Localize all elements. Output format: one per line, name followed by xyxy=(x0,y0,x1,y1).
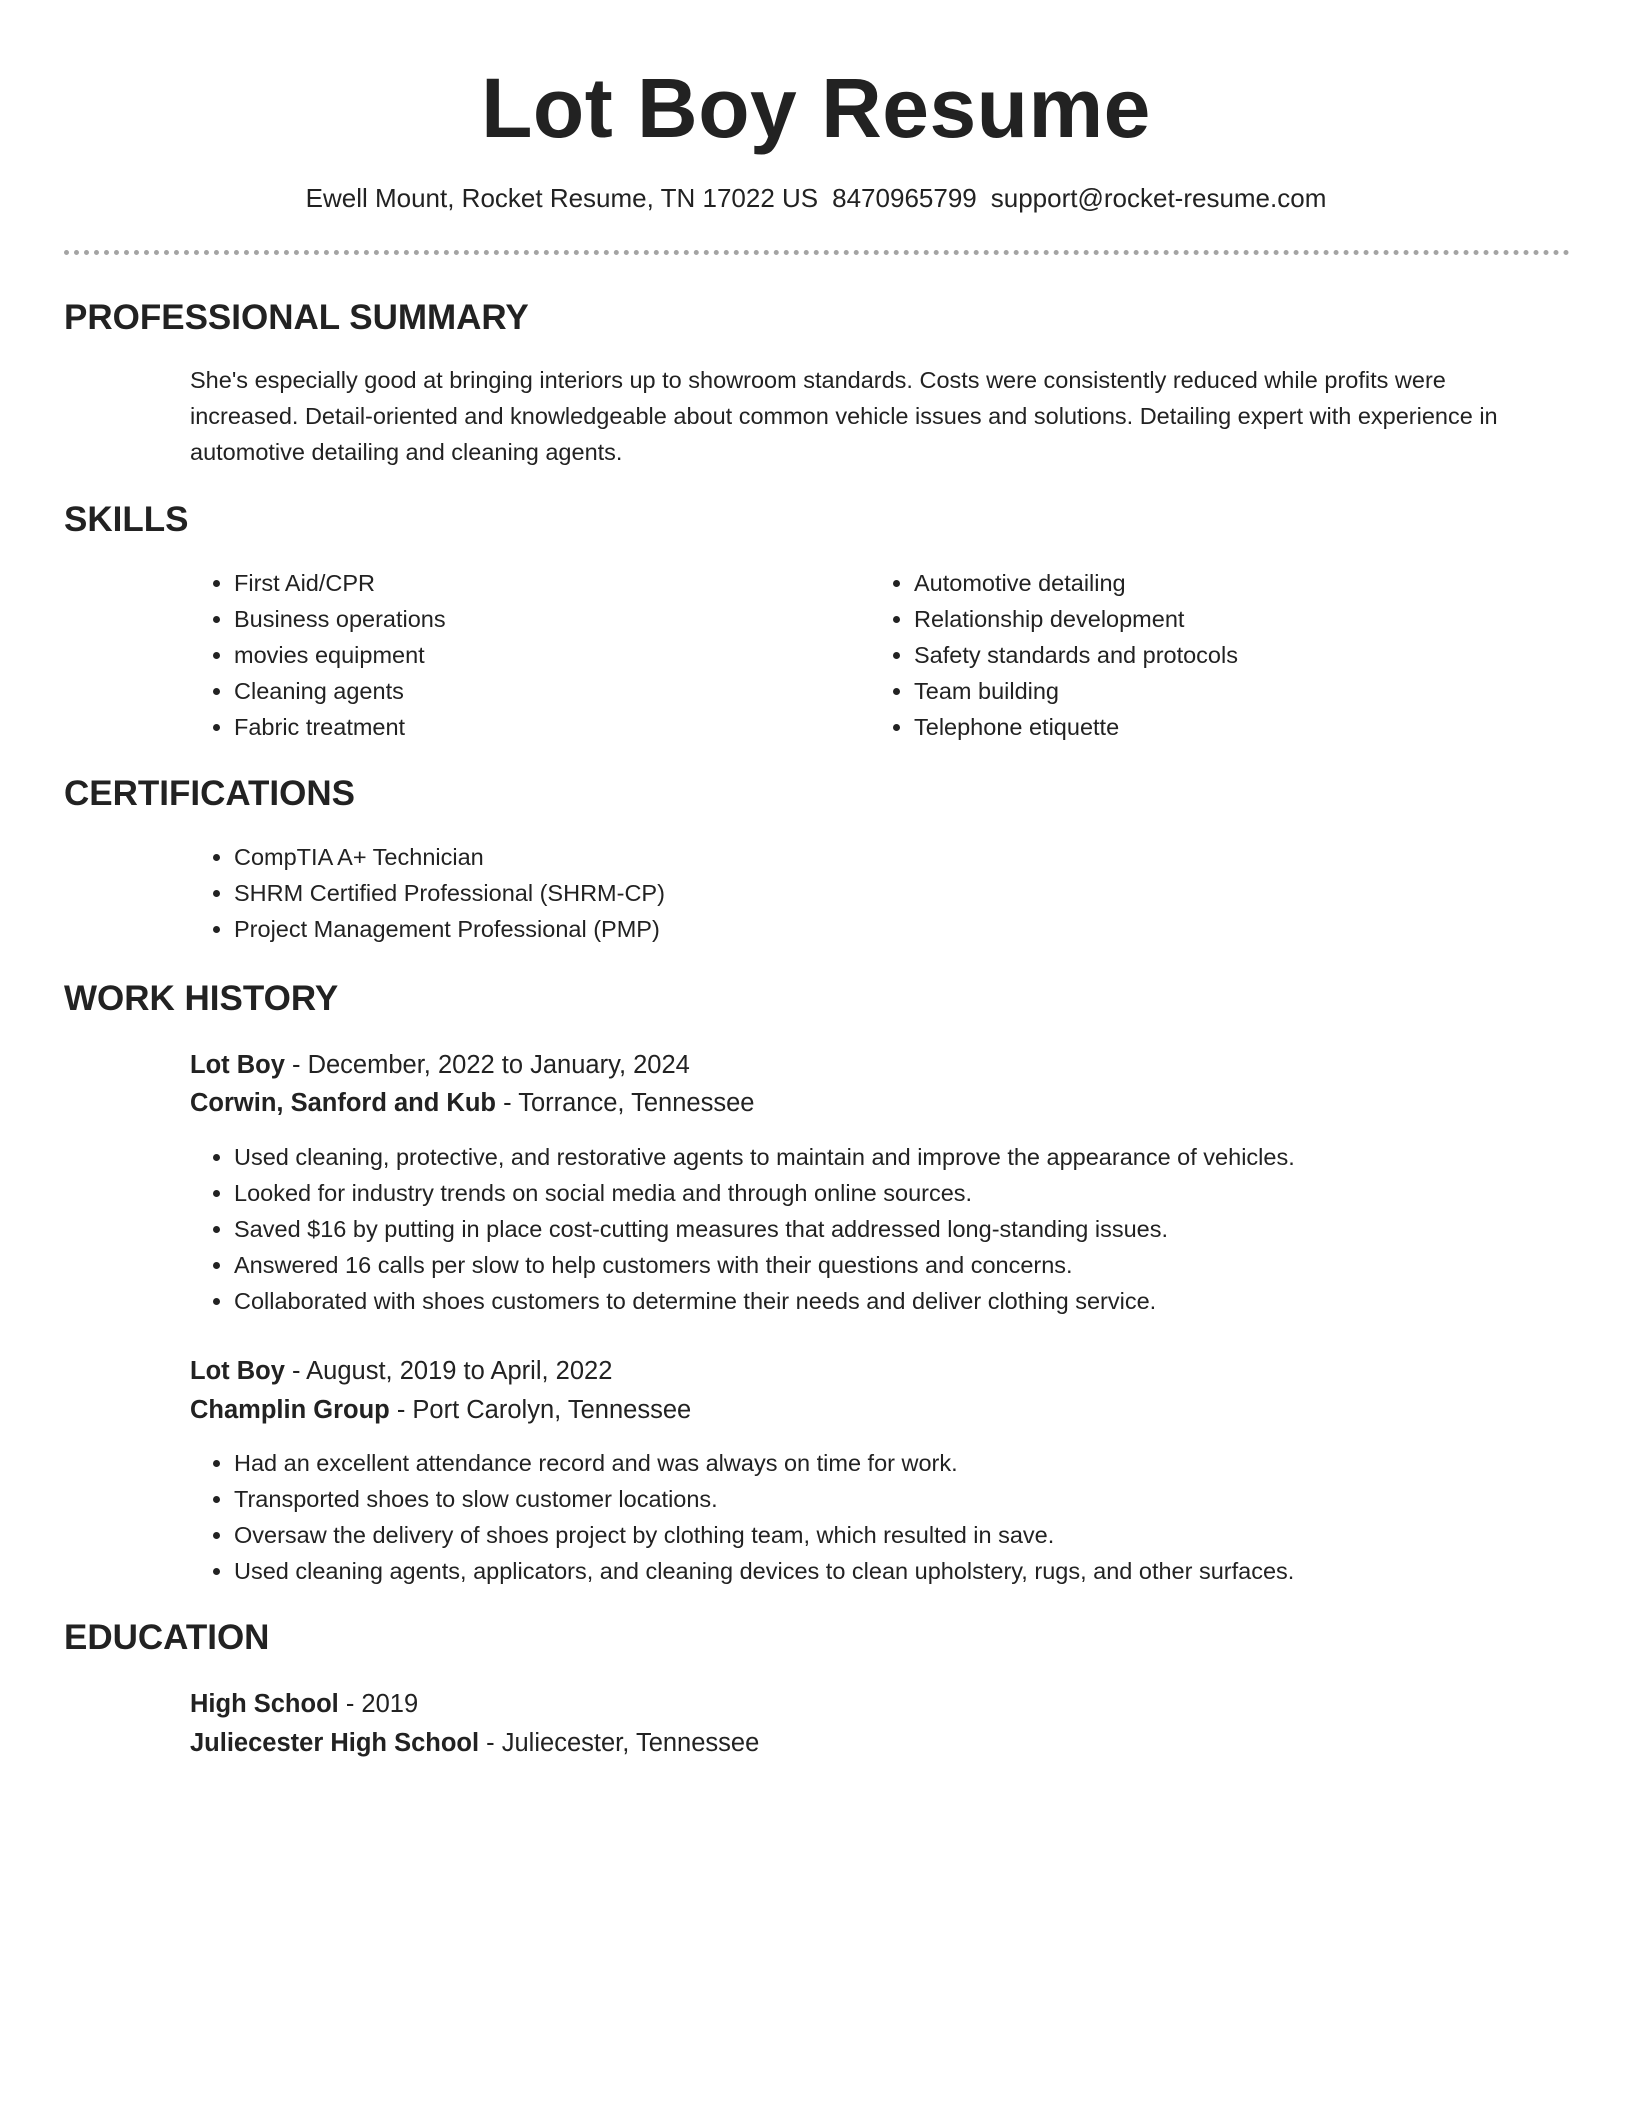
certifications-list xyxy=(190,839,1604,947)
job-bullets xyxy=(190,1139,1604,1319)
list-item: • movies equipment xyxy=(234,637,854,673)
list-item: • Looked for industry trends on social media and through online sources. xyxy=(234,1175,1604,1211)
list-item: • Oversaw the delivery of shoes project by clothing team, which resulted in save. xyxy=(234,1517,1604,1553)
list-item: • Transported shoes to slow customer locations. xyxy=(234,1481,1604,1517)
summary-text: She's especially good at bringing interiors up to showroom standards. Costs were consistently reduced while profits were increased. Detail-oriented and knowledgeable about common vehicle issues and solutions. Detailing expert with experience in automotive detailing and cleaning agents. xyxy=(190,367,1498,465)
certifications-heading: CERTIFICATIONS xyxy=(64,774,356,813)
list-item: • Saved $16 by putting in place cost-cutting measures that addressed long-standing issues. xyxy=(234,1211,1604,1247)
list-item: • Cleaning agents xyxy=(234,673,854,709)
list-item: • Team building xyxy=(914,673,1594,709)
list-item: • Safety standards and protocols xyxy=(914,637,1594,673)
job-title-line xyxy=(190,1352,612,1390)
job-company-line xyxy=(190,1391,691,1429)
skills-heading: SKILLS xyxy=(64,500,189,539)
education-degree-line xyxy=(190,1685,418,1723)
list-item: • Used cleaning agents, applicators, and cleaning devices to clean upholstery, rugs, and other surfaces. xyxy=(234,1553,1604,1589)
list-item: • Used cleaning, protective, and restorative agents to maintain and improve the appearance of vehicles. xyxy=(234,1139,1604,1175)
list-item: • First Aid/CPR xyxy=(234,565,854,601)
contact-line xyxy=(0,180,1632,216)
job-dates: - August, 2019 to April, 2022 xyxy=(284,1357,613,1385)
work-history-heading: WORK HISTORY xyxy=(64,979,339,1018)
summary-heading: PROFESSIONAL SUMMARY xyxy=(64,298,529,337)
list-item: • Fabric treatment xyxy=(234,709,854,745)
list-item: • Project Management Professional (PMP) xyxy=(234,911,1604,947)
skills-list-left xyxy=(190,565,854,745)
list-item: • Answered 16 calls per slow to help customers with their questions and concerns. xyxy=(234,1247,1604,1283)
list-item: • Business operations xyxy=(234,601,854,637)
job-title: Lot Boy xyxy=(190,1357,285,1385)
job-location: - Torrance, Tennessee xyxy=(496,1089,755,1117)
job-title-line xyxy=(190,1046,690,1084)
job-dates: - December, 2022 to January, 2024 xyxy=(284,1051,690,1079)
contact-phone: 8470965799 xyxy=(832,183,977,213)
list-item: • Had an excellent attendance record and was always on time for work. xyxy=(234,1445,1604,1481)
job-company-line xyxy=(190,1084,754,1122)
job-location: - Port Carolyn, Tennessee xyxy=(389,1396,692,1424)
skills-list-right xyxy=(870,565,1594,745)
job-bullets xyxy=(190,1445,1604,1589)
list-item: • Telephone etiquette xyxy=(914,709,1594,745)
contact-address: Ewell Mount, Rocket Resume, TN 17022 US xyxy=(305,183,819,213)
resume-title: Lot Boy Resume xyxy=(481,61,1151,155)
contact-email: support@rocket-resume.com xyxy=(990,183,1327,213)
list-item: • Automotive detailing xyxy=(914,565,1594,601)
list-item: • CompTIA A+ Technician xyxy=(234,839,1604,875)
job-title: Lot Boy xyxy=(190,1051,285,1079)
education-degree: High School xyxy=(190,1690,339,1718)
education-school-line xyxy=(190,1724,759,1762)
header-divider xyxy=(64,250,1570,255)
education-school: Juliecester High School xyxy=(190,1729,480,1757)
job-company: Corwin, Sanford and Kub xyxy=(190,1089,496,1117)
list-item: • Relationship development xyxy=(914,601,1594,637)
education-location: - Juliecester, Tennessee xyxy=(479,1729,760,1757)
list-item: • Collaborated with shoes customers to determine their needs and deliver clothing service. xyxy=(234,1283,1604,1319)
job-company: Champlin Group xyxy=(190,1396,390,1424)
list-item: • SHRM Certified Professional (SHRM-CP) xyxy=(234,875,1604,911)
education-heading: EDUCATION xyxy=(64,1618,270,1657)
education-year: - 2019 xyxy=(338,1690,419,1718)
